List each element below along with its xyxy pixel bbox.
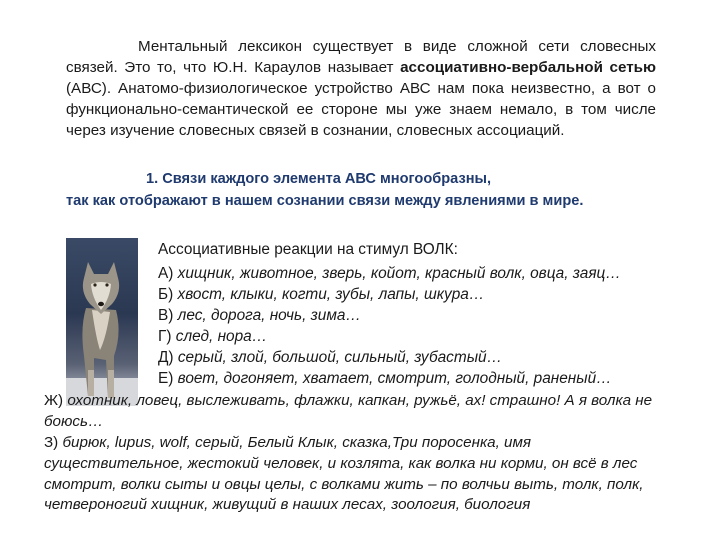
intro-term: ассоциативно-вербальной сетью [400,59,656,76]
wolf-icon [66,238,138,406]
point-1-line-2: так как отображают в нашем сознании связи между явлениями в мире. [66,193,584,209]
association-item-zh: Ж) охотник, ловец, выслеживать, флажки, капкан, ружьё, ах! страшно! А я волка не боюсь… [44,392,653,430]
point-1 [66,168,666,212]
intro-paragraph [66,36,656,141]
wolf-photo [66,238,138,406]
association-item-v: В) лес, дорога, ночь, зима… [158,307,361,324]
association-item-z: З) бирюк, lupus, wolf, серый, Белый Клык, сказка,Три поросенка, имя существительное, жестокий человек, и козлята, как волка ни корми, он всё в лес смотрит, волки сыты и овцы целы, с волками жить – по волчьи выть, толк, полк, четвероногий хищник, живущий в наших лесах, зоология, биология [44,434,644,514]
association-item-g: Г) след, нора… [158,328,268,345]
association-item-a: А) хищник, животное, зверь, койот, красный волк, овца, заяц… [158,265,621,282]
intro-text-2: (АВС). Анатомо-физиологическое устройство АВС нам пока неизвестно, а вот о функционально-семантической ее стороне мы уже знаем немало, в том числе через изучение словесных связей в сознании, словесных ассоциаций. [66,80,656,139]
point-1-line-1: 1. Связи каждого элемента АВС многообразны, [146,171,492,187]
association-item-b: Б) хвост, клыки, когти, зубы, лапы, шкура… [158,286,485,303]
associations-title: Ассоциативные реакции на стимул ВОЛК: [158,241,458,258]
association-item-e: Е) воет, догоняет, хватает, смотрит, голодный, раненый… [158,370,612,387]
association-item-d: Д) серый, злой, большой, сильный, зубастый… [158,349,502,366]
intro-text-1: Ментальный лексикон существует в виде сложной сети словесных связей. Это то, что Ю.Н. Караулов называет [66,38,656,76]
